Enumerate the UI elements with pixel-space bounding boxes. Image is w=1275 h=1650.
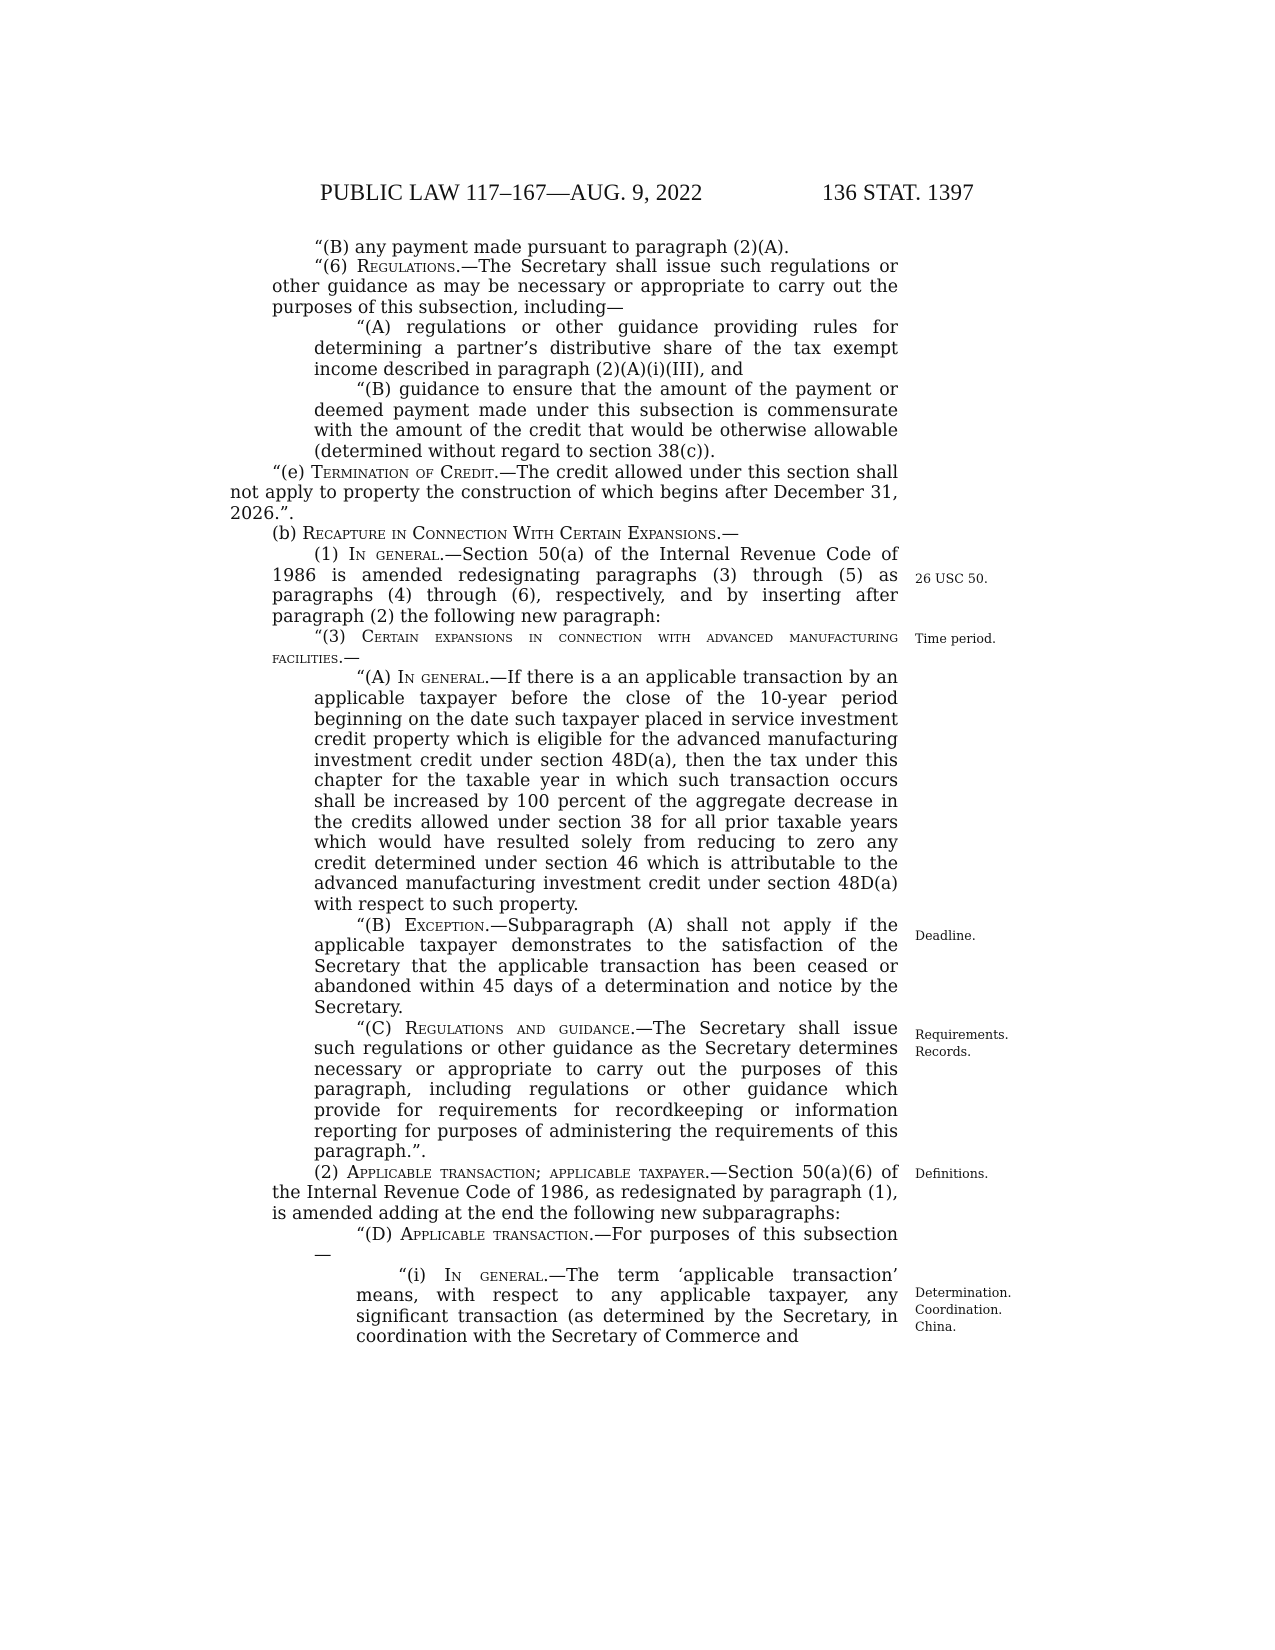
margin-note-deadline: Deadline. bbox=[915, 928, 976, 943]
para-3-certain-expansions: “(3) Certain expansions in connection with advanced manufacturing facilities.— bbox=[272, 627, 898, 667]
clause-i-in-general: “(i) In general.—The term ‘applicable transaction’ means, with respect to any applicable taxpayer, any significant transaction (as determined by the Secretary, in coordination with the Secretary of Commerce and bbox=[356, 1265, 898, 1348]
subpara-d-applicable-transaction: “(D) Applicable transaction.—For purposes of this subsection— bbox=[314, 1224, 898, 1266]
margin-note-records: Records. bbox=[915, 1044, 972, 1059]
margin-note-requirements: Requirements. bbox=[915, 1027, 1009, 1042]
para-2-applicable-transaction: (2) Applicable transaction; applicable taxpayer.—Section 50(a)(6) of the Internal Revenue Code of 1986, as redesignated by paragraph (1), is amended adding at the end the following new subparagraphs: bbox=[272, 1162, 898, 1224]
running-header-title: PUBLIC LAW 117–167—AUG. 9, 2022 bbox=[320, 180, 703, 205]
margin-note-time-period: Time period. bbox=[915, 631, 997, 646]
margin-note-definitions: Definitions. bbox=[915, 1166, 989, 1181]
subsection-e-termination: “(e) Termination of Credit.—The credit allowed under this section shall not apply to property the construction of which begins after December 31, 2026.”. bbox=[230, 462, 899, 524]
margin-note-determination: Determination. bbox=[915, 1285, 1012, 1300]
subsection-b-recapture: (b) Recapture in Connection With Certain Expansions.— bbox=[272, 524, 740, 545]
subpara-a-regulations: “(A) regulations or other guidance providing rules for determining a partner’s distributive share of the tax exempt income described in paragraph (2)(A)(i)(III), and bbox=[314, 318, 898, 380]
margin-note-coordination: Coordination. bbox=[915, 1302, 1003, 1317]
subpara-b-guidance: “(B) guidance to ensure that the amount of the payment or deemed payment made under this subsection is commensurate with the amount of the credit that would be otherwise allowable (determined without regard to section 38(c)). bbox=[314, 380, 898, 462]
para-1-in-general: (1) In general.—Section 50(a) of the Internal Revenue Code of 1986 is amended redesignating paragraphs (3) through (5) as paragraphs (4) through (6), respectively, and by inserting after paragraph (2) the following new paragraph: bbox=[272, 544, 898, 627]
subpara-c-regulations-guidance: “(C) Regulations and guidance.—The Secretary shall issue such regulations or other guidance as the Secretary determines necessary or appropriate to carry out the purposes of this paragraph, including regulations or other guidance which provide for requirements for recordkeeping or information reporting for purposes of administering the requirements of this paragraph.”. bbox=[314, 1018, 898, 1163]
statute-text bbox=[230, 238, 898, 1348]
margin-note-china: China. bbox=[915, 1319, 957, 1334]
subpara-a-in-general: “(A) In general.—If there is a an applicable transaction by an applicable taxpayer before the close of the 10-year period beginning on the date such taxpayer placed in service investment credit property which is eligible for the advanced manufacturing investment credit under section 48D(a), then the tax under this chapter for the taxable year in which such transaction occurs shall be increased by 100 percent of the aggregate decrease in the credits allowed under section 38 for all prior taxable years which would have resulted solely from reducing to zero any credit determined under section 46 which is attributable to the advanced manufacturing investment credit under section 48D(a) with respect to such property. bbox=[314, 668, 898, 915]
page-reference: 136 STAT. 1397 bbox=[822, 180, 974, 205]
subpara-b-exception: “(B) Exception.—Subparagraph (A) shall not apply if the applicable taxpayer demonstrates to the satisfaction of the Secretary that the applicable transaction has been ceased or abandoned within 45 days of a determination and notice by the Secretary. bbox=[314, 915, 898, 1018]
para-6-regulations: “(6) Regulations.—The Secretary shall issue such regulations or other guidance as may be necessary or appropriate to carry out the purposes of this subsection, including— bbox=[272, 256, 898, 318]
margin-note-usc: 26 USC 50. bbox=[915, 571, 988, 586]
clause-b-payment: “(B) any payment made pursuant to paragraph (2)(A). bbox=[314, 238, 790, 258]
